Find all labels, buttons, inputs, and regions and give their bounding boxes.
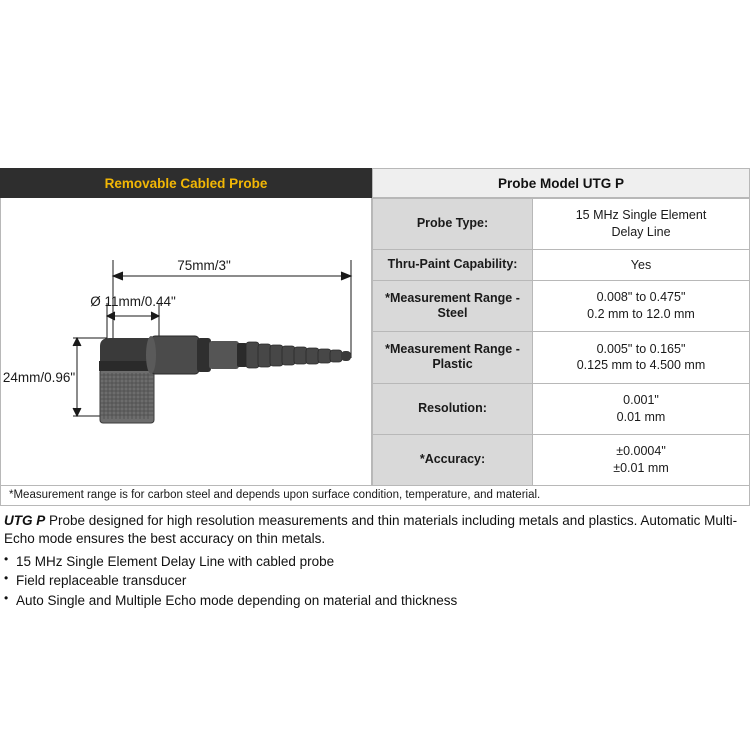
table-row (373, 199, 750, 250)
list-item: • Auto Single and Multiple Echo mode depending on material and thickness (4, 591, 750, 611)
measurement-range-footnote: *Measurement range is for carbon steel and depends upon surface condition, temperature, and material. (0, 486, 750, 506)
spec-value-line: 0.2 mm to 12.0 mm (587, 307, 695, 322)
spec-label-thru-paint: Thru-Paint Capability: (373, 250, 533, 281)
spec-value-line: 0.01 mm (616, 409, 666, 424)
spec-value-range-plastic (533, 332, 750, 383)
table-row (373, 434, 750, 485)
spec-value-line: 0.008" to 0.475" (596, 290, 686, 305)
spec-label-resolution: Resolution: (373, 383, 533, 434)
product-model-name: UTG P (4, 513, 46, 528)
probe-technical-drawing (1, 198, 371, 484)
specification-table-body (373, 199, 750, 486)
spec-body-row (0, 198, 750, 486)
spec-value-line: 15 MHz Single Element (575, 208, 707, 223)
spec-value-accuracy (533, 434, 750, 485)
product-description-text: Probe designed for high resolution measurements and thin materials including metals and plastics. Automatic Multi-Echo mode ensures the best accuracy on thin metals. (4, 513, 738, 546)
dim-length-label: 75mm/3" (177, 258, 231, 273)
feature-list (0, 552, 750, 611)
product-description (0, 506, 748, 548)
list-item: • Field replaceable transducer (4, 571, 750, 591)
table-row (373, 281, 750, 332)
spec-value-range-steel (533, 281, 750, 332)
spec-value-line: 0.001" (623, 392, 659, 407)
spec-value-resolution (533, 383, 750, 434)
spec-value-thru-paint (533, 250, 750, 281)
probe-illustration (99, 336, 351, 423)
spec-value-line: 0.125 mm to 4.500 mm (576, 358, 706, 373)
spec-value-line: Delay Line (611, 225, 671, 240)
probe-drawing-panel (0, 198, 372, 486)
spec-label-accuracy: *Accuracy: (373, 434, 533, 485)
table-row (373, 332, 750, 383)
table-row (373, 250, 750, 281)
header-removable-cabled-probe: Removable Cabled Probe (0, 168, 372, 198)
spec-label-probe-type: Probe Type: (373, 199, 533, 250)
spec-label-range-plastic: *Measurement Range - Plastic (373, 332, 533, 383)
spec-label-range-steel: *Measurement Range - Steel (373, 281, 533, 332)
spec-value-line: ±0.0004" (616, 443, 666, 458)
table-row (373, 383, 750, 434)
specification-table (372, 198, 750, 486)
table-header-row (0, 168, 750, 198)
spec-value-line: ±0.01 mm (613, 460, 669, 475)
spec-value-probe-type (533, 199, 750, 250)
product-spec-sheet (0, 168, 750, 610)
list-item: • 15 MHz Single Element Delay Line with cabled probe (4, 552, 750, 572)
header-probe-model: Probe Model UTG P (372, 168, 750, 198)
dim-height-label: 24mm/0.96" (2, 370, 76, 385)
spec-value-line: Yes (630, 257, 652, 272)
dim-diameter-label: Ø 11mm/0.44" (90, 294, 176, 309)
spec-value-line: 0.005" to 0.165" (596, 341, 686, 356)
